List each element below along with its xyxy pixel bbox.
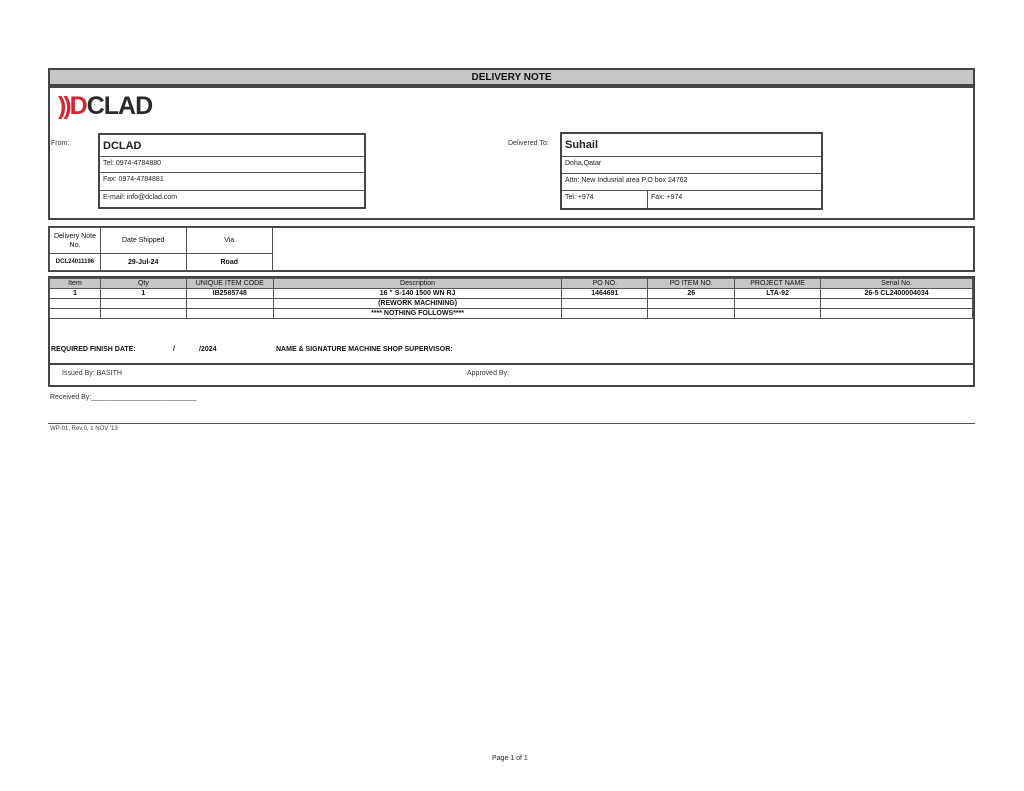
page-number: Page 1 of 1 bbox=[492, 755, 528, 762]
finish-date-slash: / bbox=[173, 346, 175, 353]
col-serial-no: Serial No. bbox=[821, 279, 973, 289]
via-header: Via bbox=[186, 228, 273, 254]
from-fax: Fax: 0974-4784881 bbox=[100, 173, 364, 191]
from-address-box bbox=[98, 133, 366, 209]
logo-mark-icon: )) bbox=[58, 92, 69, 120]
table-row: 1 1 IB2585748 16 " S-140 1500 WN RJ 1464691 26 LTA-92 26-5 CL2400004034 bbox=[50, 289, 973, 299]
col-po-no: PO NO. bbox=[562, 279, 648, 289]
form-reference: WP-01, Rev.0, 1 NOV '13 bbox=[50, 426, 118, 432]
issued-by: Issued By: BASITH bbox=[62, 370, 122, 377]
col-po-item-no: PO ITEM NO. bbox=[648, 279, 735, 289]
required-finish-date-label: REQUIRED FINISH DATE: bbox=[51, 346, 136, 353]
col-description: Description bbox=[273, 279, 562, 289]
footer-divider bbox=[48, 423, 975, 424]
to-attn: Attn: New Indusrial area P.O box 24762 bbox=[562, 174, 821, 191]
received-by: Received By:___________________________ bbox=[50, 394, 197, 401]
delivery-note-number: DCL24011196 bbox=[50, 254, 101, 271]
col-qty: Qty bbox=[100, 279, 186, 289]
company-logo: ))DCLAD bbox=[58, 92, 153, 120]
to-fax: Fax: +974 bbox=[651, 194, 683, 201]
via-value: Road bbox=[186, 254, 273, 271]
document-title: DELIVERY NOTE bbox=[48, 68, 975, 86]
table-row: (REWORK MACHINING) bbox=[50, 299, 973, 309]
items-table bbox=[49, 278, 973, 319]
table-row: **** NOTHING FOLLOWS**** bbox=[50, 309, 973, 319]
date-shipped-header: Date Shipped bbox=[100, 228, 186, 254]
finish-date-year: /2024 bbox=[199, 346, 217, 353]
to-tel: Tel: +974 bbox=[562, 191, 648, 208]
delivery-note-header: Delivery Note No. bbox=[50, 228, 101, 254]
from-label: From: bbox=[51, 140, 70, 147]
to-city: Doha,Qatar bbox=[562, 157, 821, 174]
from-name: DCLAD bbox=[100, 135, 364, 157]
col-project-name: PROJECT NAME bbox=[735, 279, 821, 289]
shipment-table bbox=[49, 227, 273, 271]
date-shipped-value: 29-Jul-24 bbox=[100, 254, 186, 271]
to-name: Suhail bbox=[562, 134, 821, 157]
from-tel: Tel: 0974-4784880 bbox=[100, 157, 364, 173]
col-unique-item-code: UNIQUE ITEM CODE bbox=[186, 279, 273, 289]
from-email: E-mail: info@dclad.com bbox=[103, 194, 178, 201]
delivered-to-label: Delivered To: bbox=[508, 140, 549, 147]
col-item: Item bbox=[50, 279, 101, 289]
delivered-to-box bbox=[560, 132, 823, 210]
items-header-row bbox=[50, 279, 973, 289]
approved-by: Approved By: bbox=[467, 370, 510, 377]
supervisor-signature-label: NAME & SIGNATURE MACHINE SHOP SUPERVISOR: bbox=[276, 346, 453, 353]
approval-section bbox=[48, 363, 975, 387]
